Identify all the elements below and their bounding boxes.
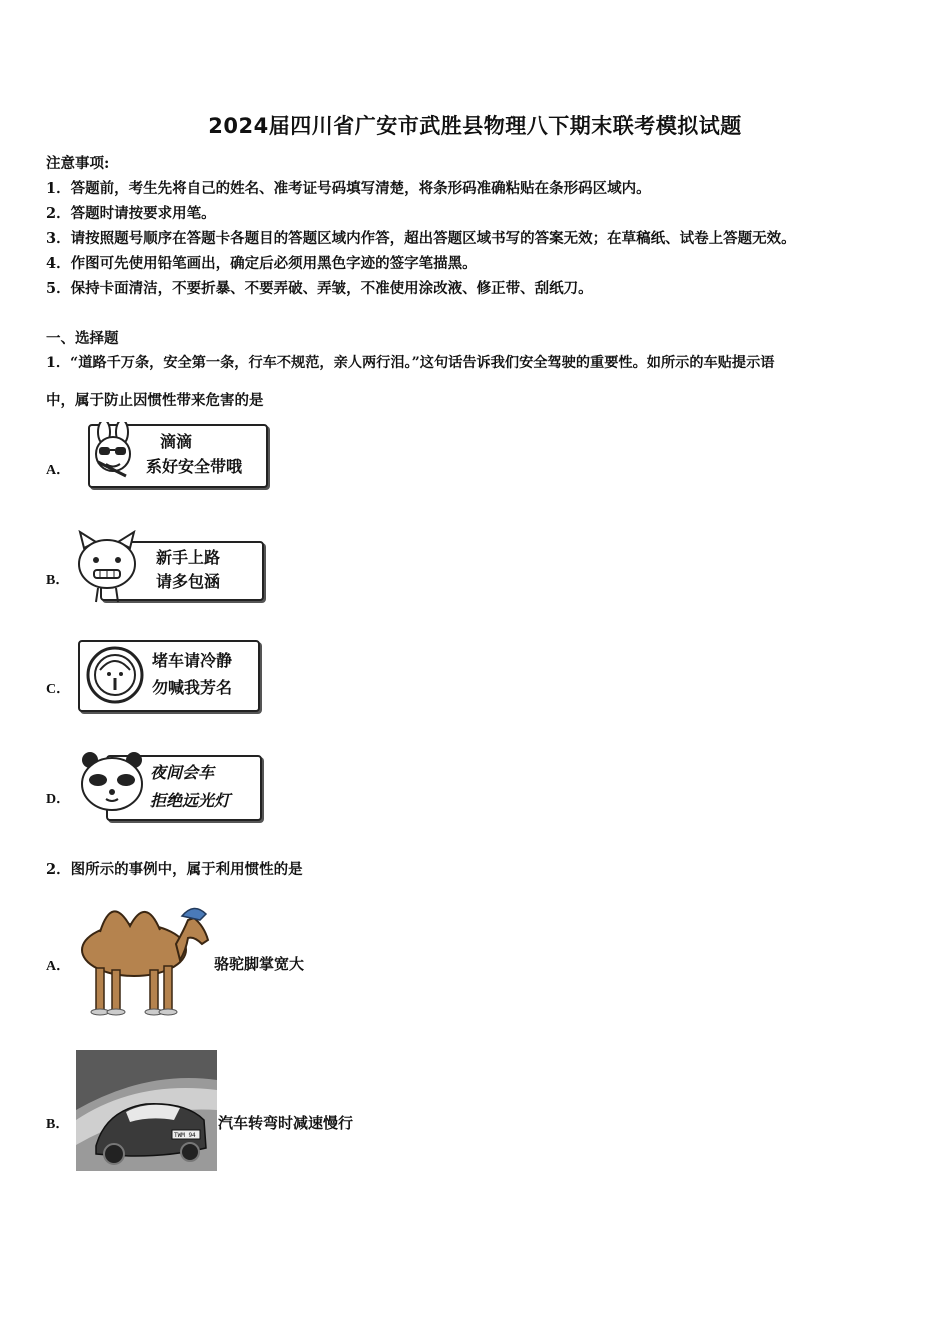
notice-item: 5．保持卡面清洁，不要折暴、不要弄破、弄皱，不准使用涂改液、修正带、刮纸刀。 — [46, 280, 593, 297]
option-b-label: B． — [46, 573, 70, 588]
sticker-text-line2: 请多包涵 — [156, 572, 221, 591]
panda-face-icon — [76, 750, 148, 818]
license-plate-text: TWM 94 — [174, 1132, 196, 1139]
question-2-stem: 2．图所示的事例中，属于利用惯性的是 — [46, 861, 303, 878]
option-c-sticker — [78, 640, 260, 712]
notice-item: 4．作图可先使用铅笔画出，确定后必须用黑色字迹的签字笔描黑。 — [46, 255, 477, 272]
option-a-label: A． — [46, 463, 71, 478]
sticker-text-line1: 夜间会车 — [150, 763, 215, 782]
option-a-label: A． — [46, 959, 71, 974]
exam-title: 2024届四川省广安市武胜县物理八下期末联考模拟试题 — [208, 114, 742, 138]
option-a-caption: 骆驼脚掌宽大 — [214, 955, 305, 973]
cat-face-icon — [72, 530, 142, 606]
option-b-caption: 汽车转弯时减速慢行 — [218, 1114, 354, 1132]
car-turning-photo — [76, 1050, 217, 1171]
notice-item: 2．答题时请按要求用笔。 — [46, 205, 216, 222]
notice-heading: 注意事项: — [46, 155, 110, 172]
notice-item: 3．请按照题号顺序在答题卡各题目的答题区域内作答，超出答题区域书写的答案无效；在草稿纸、试卷上答题无效。 — [46, 230, 796, 247]
option-b-label: B． — [46, 1117, 70, 1132]
option-d-label: D． — [46, 792, 71, 807]
option-c-label: C． — [46, 682, 71, 697]
sticker-text-line1: 新手上路 — [156, 548, 221, 567]
sticker-text-line2: 拒绝远光灯 — [150, 791, 231, 810]
rabbit-sunglasses-icon — [86, 422, 148, 480]
section-heading: 一、选择题 — [46, 330, 119, 347]
sticker-text-line1: 滴滴 — [160, 432, 193, 451]
shushing-face-icon — [84, 644, 146, 706]
question-1-stem-cont: 中，属于防止因惯性带来危害的是 — [46, 392, 264, 409]
option-a-sticker — [88, 424, 268, 488]
sticker-text-line1: 堵车请冷静 — [152, 651, 233, 670]
camel-icon — [76, 890, 216, 1020]
sticker-text-line2: 系好安全带哦 — [146, 457, 243, 476]
car-icon — [76, 1050, 217, 1171]
notice-item: 1．答题前，考生先将自己的姓名、准考证号码填写清楚，将条形码准确粘贴在条形码区域内。 — [46, 180, 651, 197]
sticker-text-line2: 勿喊我芳名 — [152, 678, 233, 697]
question-1-stem: 1．“道路千万条，安全第一条，行车不规范，亲人两行泪。”这句话告诉我们安全驾驶的重要性。如所示的车贴提示语 — [46, 355, 775, 371]
